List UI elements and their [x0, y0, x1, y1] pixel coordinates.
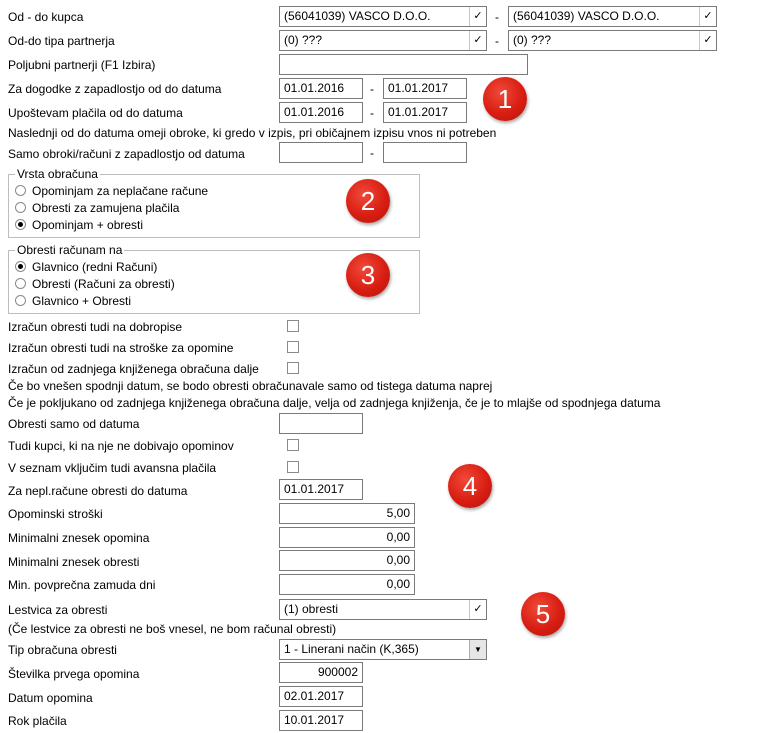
poljubni-input[interactable]: [279, 54, 528, 75]
dogodke-from-input[interactable]: 01.01.2016: [279, 78, 363, 99]
tudi-kupci-label: Tudi kupci, ki na nje ne dobivajo opominov: [8, 439, 234, 453]
dogodke-separator: -: [370, 82, 374, 96]
vrsta-option-1-label: Obresti za zamujena plačila: [32, 201, 180, 215]
tip-obracuna-value: 1 - Linerani način (K,365): [284, 642, 419, 656]
tip-to-check-icon[interactable]: ✓: [699, 31, 716, 50]
vrsta-option-0-label: Opominjam za neplačane račune: [32, 184, 209, 198]
tip-to-value: (0) ???: [513, 33, 552, 47]
obroki-separator: -: [370, 146, 374, 160]
lestvica-label: Lestvica za obresti: [8, 603, 108, 617]
badge-4: 4: [448, 464, 492, 508]
radio-icon: [15, 219, 26, 230]
obresti-option-0[interactable]: [15, 260, 157, 276]
kupec-to-combo[interactable]: [508, 6, 717, 27]
od-do-tipa-label: Od-do tipa partnerja: [8, 34, 115, 48]
min-zamuda-input[interactable]: 0,00: [279, 574, 415, 595]
avansna-label: V seznam vključim tudi avansna plačila: [8, 461, 217, 475]
zadnjega-checkbox[interactable]: [287, 362, 299, 374]
lestvica-note: (Če lestvice za obresti ne boš vnesel, ne bom računal obresti): [8, 622, 337, 636]
stevilka-input[interactable]: 900002: [279, 662, 363, 683]
obresti-option-0-label: Glavnico (redni Računi): [32, 260, 158, 274]
radio-icon: [15, 278, 26, 289]
tip-to-combo[interactable]: [508, 30, 717, 51]
naslednji-note: Naslednji od do datuma omeji obroke, ki gredo v izpis, pri običajnem izpisu vnos ni potreben: [8, 126, 497, 140]
note-2: Če je pokljukano od zadnjega knjiženega obračuna dalje, velja od zadnjega knjiženja, če je to mlajše od spodnjega datuma: [8, 396, 661, 410]
vrsta-option-2[interactable]: [15, 218, 143, 234]
obresti-samo-input[interactable]: [279, 413, 363, 434]
obresti-option-2[interactable]: [15, 294, 131, 310]
poljubni-label: Poljubni partnerji (F1 Izbira): [8, 58, 156, 72]
obroki-from-input[interactable]: [279, 142, 363, 163]
min-zamuda-label: Min. povprečna zamuda dni: [8, 578, 156, 592]
note-1: Če bo vnešen spodnji datum, se bodo obresti obračunavale samo od tistega datuma naprej: [8, 379, 493, 393]
za-dogodke-label: Za dogodke z zapadlostjo od do datuma: [8, 82, 222, 96]
obresti-option-1-label: Obresti (Računi za obresti): [32, 277, 175, 291]
samo-obroki-label: Samo obroki/računi z zapadlostjo od datuma: [8, 147, 245, 161]
radio-icon: [15, 295, 26, 306]
rok-placila-input[interactable]: 10.01.2017: [279, 710, 363, 731]
datum-opomina-input[interactable]: 02.01.2017: [279, 686, 363, 707]
radio-icon: [15, 202, 26, 213]
obroki-to-input[interactable]: [383, 142, 467, 163]
kupec-from-combo[interactable]: [279, 6, 487, 27]
nepl-racune-label: Za nepl.račune obresti do datuma: [8, 484, 188, 498]
min-obresti-label: Minimalni znesek obresti: [8, 555, 140, 569]
tip-from-value: (0) ???: [284, 33, 323, 47]
dobropise-label: Izračun obresti tudi na dobropise: [8, 320, 183, 334]
badge-5: 5: [521, 592, 565, 636]
kupec-to-check-icon[interactable]: ✓: [699, 7, 716, 26]
dobropise-checkbox[interactable]: [287, 320, 299, 332]
stroske-checkbox[interactable]: [287, 341, 299, 353]
placila-to-input[interactable]: 01.01.2017: [383, 102, 467, 123]
min-opomina-input[interactable]: 0,00: [279, 527, 415, 548]
vrsta-obracuna-title: Vrsta obračuna: [17, 167, 98, 181]
chevron-down-icon[interactable]: ▼: [469, 640, 486, 659]
stevilka-label: Številka prvega opomina: [8, 667, 140, 681]
vrsta-option-2-label: Opominjam + obresti: [32, 218, 144, 232]
lestvica-value: (1) obresti: [284, 602, 339, 616]
opominski-input[interactable]: 5,00: [279, 503, 415, 524]
badge-2: 2: [346, 179, 390, 223]
min-obresti-input[interactable]: 0,00: [279, 550, 415, 571]
obresti-option-2-label: Glavnico + Obresti: [32, 294, 132, 308]
opominski-label: Opominski stroški: [8, 507, 103, 521]
radio-icon: [15, 261, 26, 272]
kupec-from-check-icon[interactable]: ✓: [469, 7, 486, 26]
min-opomina-label: Minimalni znesek opomina: [8, 531, 150, 545]
placila-from-input[interactable]: 01.01.2016: [279, 102, 363, 123]
obresti-na-title: Obresti računam na: [17, 243, 123, 257]
tip-from-check-icon[interactable]: ✓: [469, 31, 486, 50]
dogodke-to-input[interactable]: 01.01.2017: [383, 78, 467, 99]
vrsta-option-1[interactable]: [15, 201, 179, 217]
badge-3: 3: [346, 253, 390, 297]
lestvica-combo[interactable]: [279, 599, 487, 620]
stroske-label: Izračun obresti tudi na stroške za opomine: [8, 341, 234, 355]
badge-1: 1: [483, 77, 527, 121]
vrsta-option-0[interactable]: [15, 184, 208, 200]
placila-separator: -: [370, 106, 374, 120]
obresti-option-1[interactable]: [15, 277, 175, 293]
upostevam-label: Upoštevam plačila od do datuma: [8, 106, 183, 120]
tip-separator: -: [495, 34, 499, 48]
zadnjega-label: Izračun od zadnjega knjiženega obračuna dalje: [8, 362, 259, 376]
tudi-kupci-checkbox[interactable]: [287, 439, 299, 451]
obresti-samo-label: Obresti samo od datuma: [8, 417, 140, 431]
tip-obracuna-label: Tip obračuna obresti: [8, 643, 117, 657]
kupec-to-value: (56041039) VASCO D.O.O.: [513, 9, 660, 23]
radio-icon: [15, 185, 26, 196]
nepl-racune-input[interactable]: 01.01.2017: [279, 479, 363, 500]
avansna-checkbox[interactable]: [287, 461, 299, 473]
tip-from-combo[interactable]: [279, 30, 487, 51]
od-do-kupca-label: Od - do kupca: [8, 10, 84, 24]
lestvica-check-icon[interactable]: ✓: [469, 600, 486, 619]
tip-obracuna-select[interactable]: [279, 639, 487, 660]
kupec-separator: -: [495, 10, 499, 24]
datum-opomina-label: Datum opomina: [8, 691, 93, 705]
rok-placila-label: Rok plačila: [8, 714, 67, 728]
kupec-from-value: (56041039) VASCO D.O.O.: [284, 9, 431, 23]
